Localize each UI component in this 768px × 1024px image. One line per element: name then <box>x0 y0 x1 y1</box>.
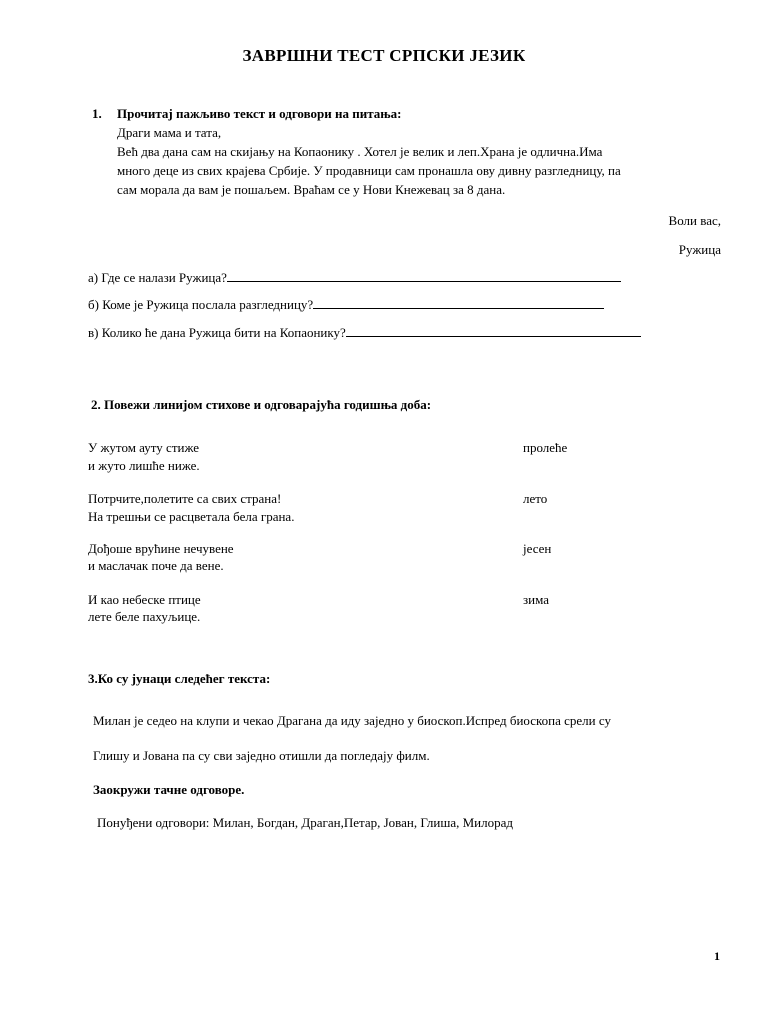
question-a <box>88 270 621 286</box>
letter-line: Већ два дана сам на скијању на Копаонику . Хотел је велик и леп.Храна је одлична.Има <box>117 144 603 159</box>
task2-instruction: 2. Повежи линијом стихове и одговарајућа годишња доба: <box>91 397 432 412</box>
answer-line-c[interactable] <box>346 325 641 337</box>
season-item: јесен <box>523 541 552 556</box>
verse-line: и жуто лишће ниже. <box>88 458 200 473</box>
task3-instruction: 3.Ко су јунаци следећег текста: <box>88 671 271 686</box>
task1-instruction: Прочитај пажљиво текст и одговори на питања: <box>117 106 402 121</box>
question-b-text: б) Коме је Ружица послала разгледницу? <box>88 297 314 312</box>
letter-line: много деце из свих крајева Србије. У продавници сам пронашла ову дивну разгледницу, па <box>117 163 621 178</box>
task1-number: 1. <box>92 106 102 121</box>
offered-answers: Понуђени одговори: Милан, Богдан, Драган,Петар, Јован, Глиша, Милорад <box>97 815 514 830</box>
verse-line: На трешњи се расцветала бела грана. <box>88 509 295 524</box>
season-item: пролеће <box>523 440 568 455</box>
letter-signature: Ружица <box>678 242 721 257</box>
question-b <box>88 297 604 313</box>
answer-line-b[interactable] <box>313 297 604 309</box>
letter-line: Драги мама и тата, <box>117 125 222 140</box>
page-title: ЗАВРШНИ ТЕСТ СРПСКИ ЈЕЗИК <box>242 46 526 65</box>
verse-line: лете беле пахуљице. <box>88 609 201 624</box>
verse-line: Дођоше врућине нечувене <box>88 541 234 556</box>
task3-text-line: Милан је седео на клупи и чекао Драгана да иду заједно у биоскоп.Испред биоскопа срели су <box>93 713 611 728</box>
season-item: зима <box>523 592 549 607</box>
answer-line-a[interactable] <box>227 270 621 282</box>
question-a-text: а) Где се налази Ружица? <box>88 270 227 285</box>
question-c-text: в) Колико ће дана Ружица бити на Копаонику? <box>88 325 346 340</box>
verse-line: И као небеске птице <box>88 592 201 607</box>
season-item: лето <box>523 491 548 506</box>
verse-line: Потрчите,полетите са свих страна! <box>88 491 282 506</box>
page-number: 1 <box>714 949 720 963</box>
letter-line: сам морала да вам је пошаљем. Враћам се у Нови Кнежевац за 8 дана. <box>117 182 506 197</box>
verse-line: и маслачак поче да вене. <box>88 558 224 573</box>
circle-instruction: Заокружи тачне одговоре. <box>93 782 245 797</box>
task3-text-line: Глишу и Јована па су сви заједно отишли да погледају филм. <box>93 748 430 763</box>
letter-closing: Воли вас, <box>668 213 721 228</box>
question-c <box>88 325 641 341</box>
verse-line: У жутом ауту стиже <box>88 440 200 455</box>
